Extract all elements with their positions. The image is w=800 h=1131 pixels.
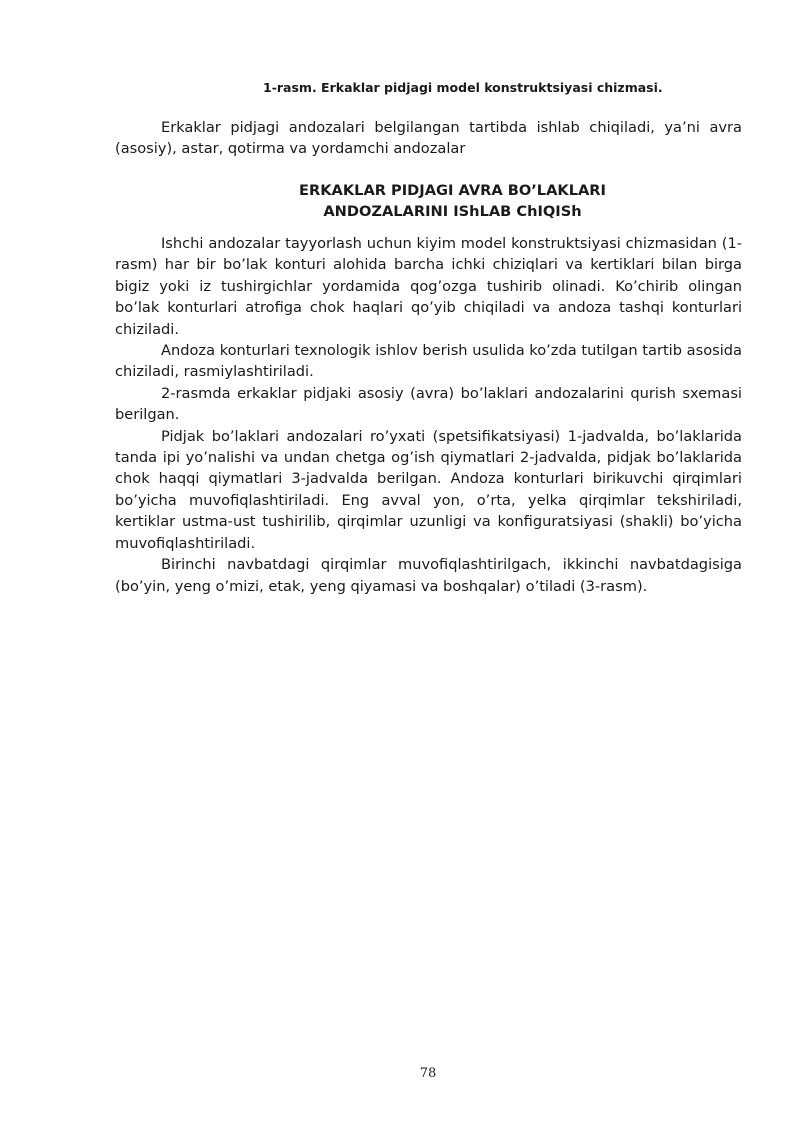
section-heading-line-1: ERKAKLAR PIDJAGI AVRA BO’LAKLARI (299, 182, 606, 199)
page-number: 78 (419, 1066, 437, 1081)
paragraph: Pidjak bo’laklari andozalari ro’yxati (spetsifikatsiyasi) 1-jadvalda, bo’laklarida tanda ipi yo’nalishi va undan chetga og’ish qiymatlari 2-jadvalda, pidjak bo’laklarida chok haqqi qiymatlari 3-jadvalda berilgan. Andoza konturlari birikuvchi qirqimlari bo’yicha muvofiqlashtiriladi. Eng avval yon, o’rta, yelka qirqimlar tekshiriladi, kertiklar ustma-ust tushirilib, qirqimlar uzunligi va konfiguratsiyasi (shakli) bo’yicha muvofiqlashtiriladi. (115, 427, 742, 552)
intro-paragraph: Erkaklar pidjagi andozalari belgilangan tartibda ishlab chiqiladi, ya’ni avra (asosiy), astar, qotirma va yordamchi andozalar (115, 119, 742, 158)
body-text (115, 233, 742, 597)
section-heading (115, 180, 790, 223)
section-heading-line-2: ANDOZALARINI IShLAB ChIQISh (323, 203, 582, 221)
figure-caption: 1-rasm. Erkaklar pidjagi model konstruktsiyasi chizmasi. (263, 80, 663, 95)
paragraph: 2-rasmda erkaklar pidjaki asosiy (avra) bo’laklari andozalarini qurish sxemasi berilgan. (115, 384, 742, 424)
paragraph: Andoza konturlari texnologik ishlov berish usulida ko’zda tutilgan tartib asosida chiziladi, rasmiylashtiriladi. (115, 342, 742, 381)
intro-section (115, 117, 742, 160)
paragraph: Birinchi navbatdagi qirqimlar muvofiqlashtirilgach, ikkinchi navbatdagisiga (bo’yin, yeng o’mizi, etak, yeng qiyamasi va boshqalar) o’tiladi (3-rasm). (115, 556, 742, 595)
paragraph: Ishchi andozalar tayyorlash uchun kiyim model konstruktsiyasi chizmasidan (1-rasm) har bir bo’lak konturi alohida barcha ichki chiziqlari va kertiklari bilan birga bigiz yoki iz tushirgichlar yordamida qog’ozga tushirib olinadi. Ko’chirib olingan bo’lak konturlari atrofiga chok haqlari qo’yib chiqiladi va andoza tashqi konturlari chiziladi. (115, 235, 742, 338)
